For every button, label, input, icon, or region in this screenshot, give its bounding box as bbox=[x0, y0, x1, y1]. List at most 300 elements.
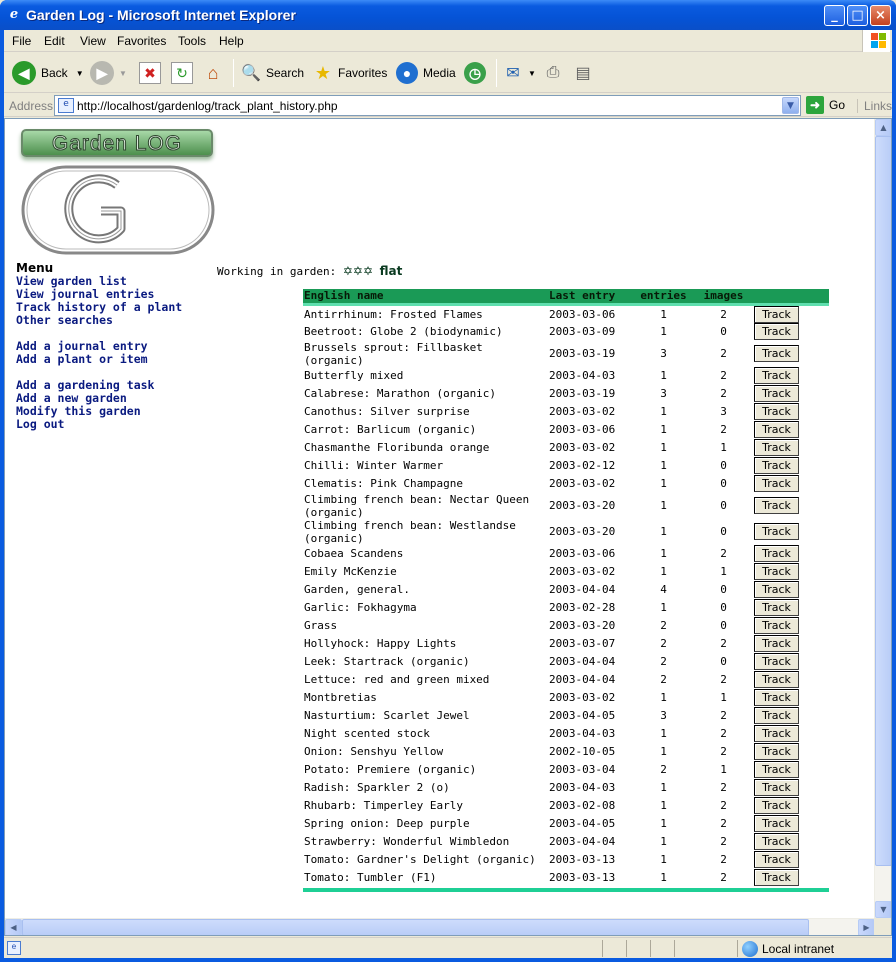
header-images: images bbox=[693, 289, 753, 304]
cell-english-name: Antirrhinum: Frosted Flames bbox=[304, 307, 483, 321]
cell-entries: 1 bbox=[660, 601, 667, 614]
cell-last-entry: 2003-03-07 bbox=[549, 637, 616, 650]
go-label: Go bbox=[829, 98, 846, 112]
link-add-gardening-task[interactable]: Add a gardening task bbox=[16, 378, 155, 392]
table-row bbox=[303, 707, 829, 725]
page-icon: e bbox=[58, 98, 74, 113]
table-header-row bbox=[303, 289, 829, 304]
cell-images: 1 bbox=[720, 691, 727, 704]
cell-images: 0 bbox=[720, 655, 727, 668]
vertical-scroll-thumb[interactable] bbox=[875, 136, 892, 866]
cell-english-name: Calabrese: Marathon (organic) bbox=[304, 387, 497, 400]
track-button[interactable]: Track bbox=[754, 457, 799, 474]
table-row bbox=[303, 671, 829, 689]
cell-english-name: Night scented stock bbox=[304, 727, 430, 740]
menu-tools[interactable]: Tools bbox=[178, 34, 207, 48]
search-label: Search bbox=[266, 66, 305, 80]
track-button[interactable]: Track bbox=[754, 475, 799, 492]
link-add-plant[interactable]: Add a plant or item bbox=[16, 352, 148, 366]
track-button[interactable]: Track bbox=[754, 797, 799, 814]
track-button[interactable]: Track bbox=[754, 653, 799, 670]
refresh-icon: ↻ bbox=[171, 62, 193, 84]
cell-last-entry: 2003-03-20 bbox=[549, 525, 616, 538]
cell-entries: 1 bbox=[660, 871, 667, 884]
link-log-out[interactable]: Log out bbox=[16, 417, 65, 431]
cell-english-name: Garlic: Fokhagyma bbox=[304, 601, 417, 614]
cell-images: 2 bbox=[720, 387, 727, 400]
cell-images: 0 bbox=[720, 525, 727, 538]
cell-last-entry: 2003-04-04 bbox=[549, 673, 616, 686]
cell-last-entry: 2003-03-20 bbox=[549, 499, 616, 512]
track-button[interactable]: Track bbox=[754, 545, 799, 562]
table-row bbox=[303, 323, 829, 341]
cell-track bbox=[753, 519, 829, 545]
header-track bbox=[753, 289, 829, 304]
cell-entries: 1 bbox=[660, 853, 667, 866]
table-row bbox=[303, 475, 829, 493]
cell-track bbox=[753, 779, 829, 797]
cell-entries: 1 bbox=[660, 565, 667, 578]
track-button[interactable]: Track bbox=[754, 345, 799, 362]
cell-track bbox=[753, 869, 829, 887]
cell-entries: 1 bbox=[660, 547, 667, 560]
menu-view[interactable]: View bbox=[80, 34, 106, 48]
cell-entries: 1 bbox=[660, 325, 667, 338]
cell-entries: 3 bbox=[660, 709, 667, 722]
cell-images: 2 bbox=[720, 547, 727, 560]
menu-bar bbox=[4, 30, 892, 52]
cell-images: 0 bbox=[720, 601, 727, 614]
cell-last-entry: 2003-03-20 bbox=[549, 619, 616, 632]
cell-entries: 1 bbox=[660, 817, 667, 830]
cell-last-entry: 2003-03-04 bbox=[549, 763, 616, 776]
toolbar-separator bbox=[233, 59, 234, 87]
toolbar-separator bbox=[496, 59, 497, 87]
cell-english-name: Tomato: Gardner's Delight (organic) bbox=[304, 853, 536, 866]
cell-track bbox=[753, 707, 829, 725]
search-icon: 🔍 bbox=[241, 65, 261, 82]
cell-track bbox=[753, 653, 829, 671]
table-row bbox=[303, 851, 829, 869]
cell-last-entry: 2003-03-02 bbox=[549, 477, 616, 490]
table-row bbox=[303, 779, 829, 797]
cell-entries: 1 bbox=[660, 477, 667, 490]
table-row bbox=[303, 581, 829, 599]
home-icon: ⌂ bbox=[207, 62, 219, 83]
cell-english-name: Montbretias bbox=[304, 691, 377, 704]
cell-english-name: Canothus: Silver surprise bbox=[304, 405, 470, 418]
cell-images: 2 bbox=[720, 637, 727, 650]
cell-last-entry: 2003-04-03 bbox=[549, 727, 616, 740]
plant-history-table bbox=[303, 289, 829, 887]
cell-last-entry: 2002-10-05 bbox=[549, 745, 616, 758]
cell-images: 0 bbox=[720, 583, 727, 596]
cell-english-name: Butterfly mixed bbox=[304, 369, 404, 382]
track-button[interactable]: Track bbox=[754, 367, 799, 384]
cell-last-entry: 2003-03-13 bbox=[549, 871, 616, 884]
cell-entries: 1 bbox=[660, 423, 667, 436]
track-button[interactable]: Track bbox=[754, 851, 799, 868]
title-bar[interactable] bbox=[0, 0, 896, 30]
cell-images: 2 bbox=[720, 307, 727, 321]
link-other-searches[interactable]: Other searches bbox=[16, 313, 113, 327]
back-dropdown-icon[interactable]: ▼ bbox=[75, 68, 84, 78]
track-button[interactable]: Track bbox=[754, 635, 799, 652]
track-button[interactable]: Track bbox=[754, 599, 799, 616]
cell-track bbox=[753, 671, 829, 689]
track-button[interactable]: Track bbox=[754, 497, 799, 514]
track-button[interactable]: Track bbox=[754, 689, 799, 706]
cell-english-name: Nasturtium: Scarlet Jewel bbox=[304, 709, 470, 722]
cell-last-entry: 2003-02-12 bbox=[549, 459, 616, 472]
edit-button[interactable] bbox=[572, 59, 598, 87]
cell-track bbox=[753, 851, 829, 869]
favorites-button[interactable] bbox=[312, 59, 387, 87]
cell-english-name: Chilli: Winter Warmer bbox=[304, 459, 444, 472]
table-row bbox=[303, 743, 829, 761]
minimize-button[interactable]: _ bbox=[824, 5, 845, 26]
cell-entries: 1 bbox=[660, 459, 667, 472]
track-button[interactable]: Track bbox=[754, 421, 799, 438]
link-modify-garden[interactable]: Modify this garden bbox=[16, 404, 141, 418]
page-viewport bbox=[4, 118, 892, 936]
table-row bbox=[303, 385, 829, 403]
address-label: Address bbox=[9, 99, 54, 113]
cell-last-entry: 2003-03-19 bbox=[549, 387, 616, 400]
track-button[interactable]: Track bbox=[754, 815, 799, 832]
cell-last-entry: 2003-03-02 bbox=[549, 691, 616, 704]
table-body bbox=[303, 304, 829, 887]
cell-english-name: Tomato: Tumbler (F1) bbox=[304, 871, 437, 884]
address-input[interactable] bbox=[54, 95, 801, 116]
header-entries: entries bbox=[633, 289, 693, 304]
link-view-journal-entries[interactable]: View journal entries bbox=[16, 287, 155, 301]
cell-images: 0 bbox=[720, 619, 727, 632]
track-button[interactable]: Track bbox=[754, 779, 799, 796]
cell-images: 2 bbox=[720, 799, 727, 812]
media-label: Media bbox=[423, 66, 456, 80]
cell-last-entry: 2003-03-02 bbox=[549, 405, 616, 418]
horizontal-scrollbar[interactable] bbox=[5, 918, 875, 935]
cell-english-name: Chasmanthe Floribunda orange bbox=[304, 441, 490, 454]
table-row bbox=[303, 653, 829, 671]
cell-entries: 2 bbox=[660, 763, 667, 776]
cell-last-entry: 2003-02-08 bbox=[549, 799, 616, 812]
scroll-right-icon[interactable]: ▶ bbox=[858, 919, 875, 936]
cell-track bbox=[753, 545, 829, 563]
mail-button[interactable] bbox=[502, 59, 536, 87]
header-english-name: English name bbox=[303, 289, 548, 304]
cell-last-entry: 2003-04-03 bbox=[549, 781, 616, 794]
cell-track bbox=[753, 599, 829, 617]
cell-images: 2 bbox=[720, 673, 727, 686]
vertical-scrollbar[interactable] bbox=[874, 119, 891, 918]
cell-track bbox=[753, 563, 829, 581]
status-divider bbox=[626, 940, 627, 957]
cell-entries: 4 bbox=[660, 583, 667, 596]
track-button[interactable]: Track bbox=[754, 385, 799, 402]
table-bottom-rule bbox=[303, 888, 829, 892]
table-row bbox=[303, 599, 829, 617]
cell-entries: 2 bbox=[660, 673, 667, 686]
table-row bbox=[303, 761, 829, 779]
cell-track bbox=[753, 725, 829, 743]
link-add-new-garden[interactable]: Add a new garden bbox=[16, 391, 127, 405]
menu-help[interactable]: Help bbox=[219, 34, 244, 48]
garden-log-g-logo bbox=[21, 163, 217, 259]
stop-icon: ✖ bbox=[139, 62, 161, 84]
address-dropdown-icon[interactable]: ▼ bbox=[782, 97, 799, 114]
cell-last-entry: 2003-04-05 bbox=[549, 817, 616, 830]
cell-english-name: Garden, general. bbox=[304, 583, 410, 596]
cell-english-name: Carrot: Barlicum (organic) bbox=[304, 423, 477, 436]
history-icon: ◷ bbox=[464, 62, 486, 84]
track-button[interactable]: Track bbox=[754, 869, 799, 886]
table-row bbox=[303, 833, 829, 851]
header-last-entry: Last entry bbox=[548, 289, 633, 304]
cell-images: 0 bbox=[720, 499, 727, 512]
cell-entries: 2 bbox=[660, 637, 667, 650]
cell-track bbox=[753, 403, 829, 421]
link-track-history[interactable]: Track history of a plant bbox=[16, 300, 183, 314]
cell-english-name: Lettuce: red and green mixed bbox=[304, 673, 490, 686]
cell-entries: 3 bbox=[660, 387, 667, 400]
garden-log-banner-logo bbox=[21, 129, 213, 157]
track-button[interactable]: Track bbox=[754, 833, 799, 850]
track-button[interactable]: Track bbox=[754, 617, 799, 634]
cell-english-name: Emily McKenzie bbox=[304, 565, 397, 578]
track-button[interactable]: Track bbox=[754, 761, 799, 778]
cell-entries: 1 bbox=[660, 745, 667, 758]
cell-last-entry: 2003-04-03 bbox=[549, 369, 616, 382]
link-view-garden-list[interactable]: View garden list bbox=[16, 274, 127, 288]
status-divider bbox=[674, 940, 675, 957]
cell-track bbox=[753, 833, 829, 851]
maximize-button[interactable]: □ bbox=[847, 5, 868, 26]
working-label: Working in garden: bbox=[217, 265, 337, 278]
go-button[interactable] bbox=[806, 96, 845, 114]
favorites-label: Favorites bbox=[338, 66, 388, 80]
link-add-journal-entry[interactable]: Add a journal entry bbox=[16, 339, 148, 353]
table-row bbox=[303, 457, 829, 475]
table-row bbox=[303, 563, 829, 581]
cell-images: 1 bbox=[720, 565, 727, 578]
track-button[interactable]: Track bbox=[754, 306, 799, 323]
cell-track bbox=[753, 815, 829, 833]
cell-entries: 1 bbox=[660, 307, 667, 321]
cell-entries: 1 bbox=[660, 835, 667, 848]
cell-images: 2 bbox=[720, 835, 727, 848]
banner-text: Garden LOG bbox=[51, 132, 183, 155]
cell-entries: 1 bbox=[660, 799, 667, 812]
cell-track bbox=[753, 341, 829, 367]
cell-images: 1 bbox=[720, 763, 727, 776]
menu-heading: Menu bbox=[16, 261, 54, 275]
mail-dropdown-icon[interactable]: ▼ bbox=[528, 68, 536, 78]
cell-english-name: Radish: Sparkler 2 (o) bbox=[304, 781, 450, 794]
refresh-button[interactable] bbox=[171, 59, 197, 87]
track-button[interactable]: Track bbox=[754, 403, 799, 420]
cell-last-entry: 2003-03-06 bbox=[549, 307, 616, 321]
window-title: Garden Log - Microsoft Internet Explorer bbox=[26, 7, 296, 23]
table-row bbox=[303, 493, 829, 519]
cell-english-name: Onion: Senshyu Yellow bbox=[304, 745, 444, 758]
cell-entries: 1 bbox=[660, 727, 667, 740]
table-row bbox=[303, 403, 829, 421]
cell-english-name: Rhubarb: Timperley Early bbox=[304, 799, 463, 812]
forward-button[interactable] bbox=[90, 59, 127, 87]
cell-track bbox=[753, 304, 829, 323]
cell-english-name: Beetroot: Globe 2 (biodynamic) bbox=[304, 325, 503, 338]
intranet-globe-icon bbox=[742, 941, 758, 957]
cell-images: 2 bbox=[720, 871, 727, 884]
cell-track bbox=[753, 635, 829, 653]
track-button[interactable]: Track bbox=[754, 323, 799, 340]
cell-english-name: Climbing french bean: Nectar Queen (organic) bbox=[304, 492, 530, 519]
menu-favorites[interactable]: Favorites bbox=[117, 34, 167, 48]
cell-track bbox=[753, 421, 829, 439]
cell-last-entry: 2003-03-02 bbox=[549, 441, 616, 454]
table-row bbox=[303, 367, 829, 385]
cell-track bbox=[753, 475, 829, 493]
cell-images: 2 bbox=[720, 423, 727, 436]
cell-images: 2 bbox=[720, 781, 727, 794]
stop-button[interactable] bbox=[139, 59, 165, 87]
cell-images: 2 bbox=[720, 347, 727, 360]
status-bar bbox=[4, 937, 892, 958]
track-button[interactable]: Track bbox=[754, 743, 799, 760]
garden-name: flat bbox=[379, 264, 403, 278]
cell-images: 2 bbox=[720, 745, 727, 758]
track-button[interactable]: Track bbox=[754, 725, 799, 742]
cell-last-entry: 2003-02-28 bbox=[549, 601, 616, 614]
table-row bbox=[303, 689, 829, 707]
cell-last-entry: 2003-04-04 bbox=[549, 835, 616, 848]
cell-track bbox=[753, 761, 829, 779]
cell-entries: 1 bbox=[660, 499, 667, 512]
cell-english-name: Clematis: Pink Champagne bbox=[304, 477, 463, 490]
cell-images: 2 bbox=[720, 727, 727, 740]
cell-last-entry: 2003-04-05 bbox=[549, 709, 616, 722]
menu-edit[interactable]: Edit bbox=[44, 34, 65, 48]
cell-entries: 1 bbox=[660, 405, 667, 418]
browser-client bbox=[4, 30, 892, 958]
track-button[interactable]: Track bbox=[754, 563, 799, 580]
back-button[interactable] bbox=[12, 59, 84, 87]
cell-entries: 1 bbox=[660, 441, 667, 454]
scroll-down-icon[interactable]: ▼ bbox=[875, 901, 892, 918]
cell-track bbox=[753, 439, 829, 457]
cell-english-name: Grass bbox=[304, 619, 338, 632]
cell-last-entry: 2003-04-04 bbox=[549, 655, 616, 668]
cell-english-name: Hollyhock: Happy Lights bbox=[304, 637, 457, 650]
search-button[interactable] bbox=[240, 59, 304, 87]
table-row bbox=[303, 617, 829, 635]
cell-english-name: Climbing french bean: Westlandse (organic) bbox=[304, 518, 516, 545]
table-row bbox=[303, 519, 829, 545]
windows-logo-icon bbox=[862, 30, 890, 52]
cell-last-entry: 2003-03-06 bbox=[549, 423, 616, 436]
cell-last-entry: 2003-03-06 bbox=[549, 547, 616, 560]
cell-last-entry: 2003-03-02 bbox=[549, 565, 616, 578]
cell-entries: 2 bbox=[660, 619, 667, 632]
cell-last-entry: 2003-04-04 bbox=[549, 583, 616, 596]
media-button[interactable] bbox=[396, 59, 456, 87]
cell-entries: 1 bbox=[660, 691, 667, 704]
working-in-garden bbox=[217, 264, 402, 278]
status-page-icon: e bbox=[7, 941, 21, 955]
security-zone bbox=[742, 941, 834, 957]
forward-dropdown-icon[interactable]: ▼ bbox=[119, 68, 127, 78]
cell-entries: 1 bbox=[660, 781, 667, 794]
track-button[interactable]: Track bbox=[754, 671, 799, 688]
media-icon: ● bbox=[396, 62, 418, 84]
home-button[interactable] bbox=[202, 59, 228, 87]
scroll-up-icon[interactable]: ▲ bbox=[875, 119, 892, 136]
toolbar bbox=[4, 53, 892, 93]
forward-arrow-icon: ▶ bbox=[90, 61, 114, 85]
edit-page-icon: ▤ bbox=[575, 65, 591, 82]
cell-track bbox=[753, 385, 829, 403]
table-row bbox=[303, 304, 829, 323]
cell-track bbox=[753, 493, 829, 519]
cell-english-name: Spring onion: Deep purple bbox=[304, 817, 470, 830]
track-button[interactable]: Track bbox=[754, 707, 799, 724]
zone-label: Local intranet bbox=[762, 942, 835, 956]
scroll-left-icon[interactable]: ◀ bbox=[5, 919, 22, 936]
back-label: Back bbox=[41, 66, 68, 80]
track-button[interactable]: Track bbox=[754, 581, 799, 598]
cell-last-entry: 2003-03-19 bbox=[549, 347, 616, 360]
table-row bbox=[303, 725, 829, 743]
cell-track bbox=[753, 617, 829, 635]
track-button[interactable]: Track bbox=[754, 439, 799, 456]
cell-entries: 2 bbox=[660, 655, 667, 668]
back-arrow-icon: ◀ bbox=[12, 61, 36, 85]
cell-track bbox=[753, 323, 829, 341]
cell-last-entry: 2003-03-09 bbox=[549, 325, 616, 338]
cell-track bbox=[753, 689, 829, 707]
ie-icon: e bbox=[9, 7, 19, 22]
history-button[interactable] bbox=[464, 59, 491, 87]
table-row bbox=[303, 869, 829, 887]
cell-images: 2 bbox=[720, 369, 727, 382]
cell-english-name: Potato: Premiere (organic) bbox=[304, 763, 477, 776]
horizontal-scroll-thumb[interactable] bbox=[22, 919, 809, 936]
track-button[interactable]: Track bbox=[754, 523, 799, 540]
table-row bbox=[303, 815, 829, 833]
table-row bbox=[303, 797, 829, 815]
scrollbar-corner bbox=[874, 918, 891, 935]
cell-entries: 1 bbox=[660, 525, 667, 538]
cell-track bbox=[753, 367, 829, 385]
cell-english-name: Cobaea Scandens bbox=[304, 547, 404, 560]
table-row bbox=[303, 439, 829, 457]
print-icon: ⎙ bbox=[546, 64, 560, 81]
cell-images: 2 bbox=[720, 853, 727, 866]
close-button[interactable]: × bbox=[870, 5, 891, 26]
table-row bbox=[303, 421, 829, 439]
print-button[interactable] bbox=[542, 59, 568, 87]
cell-images: 2 bbox=[720, 709, 727, 722]
table-row bbox=[303, 545, 829, 563]
cell-english-name: Leek: Startrack (organic) bbox=[304, 655, 470, 668]
menu-file[interactable]: File bbox=[12, 34, 32, 48]
address-bar bbox=[4, 94, 892, 117]
links-button[interactable]: Links bbox=[857, 99, 892, 113]
cell-images: 0 bbox=[720, 477, 727, 490]
cell-track bbox=[753, 743, 829, 761]
